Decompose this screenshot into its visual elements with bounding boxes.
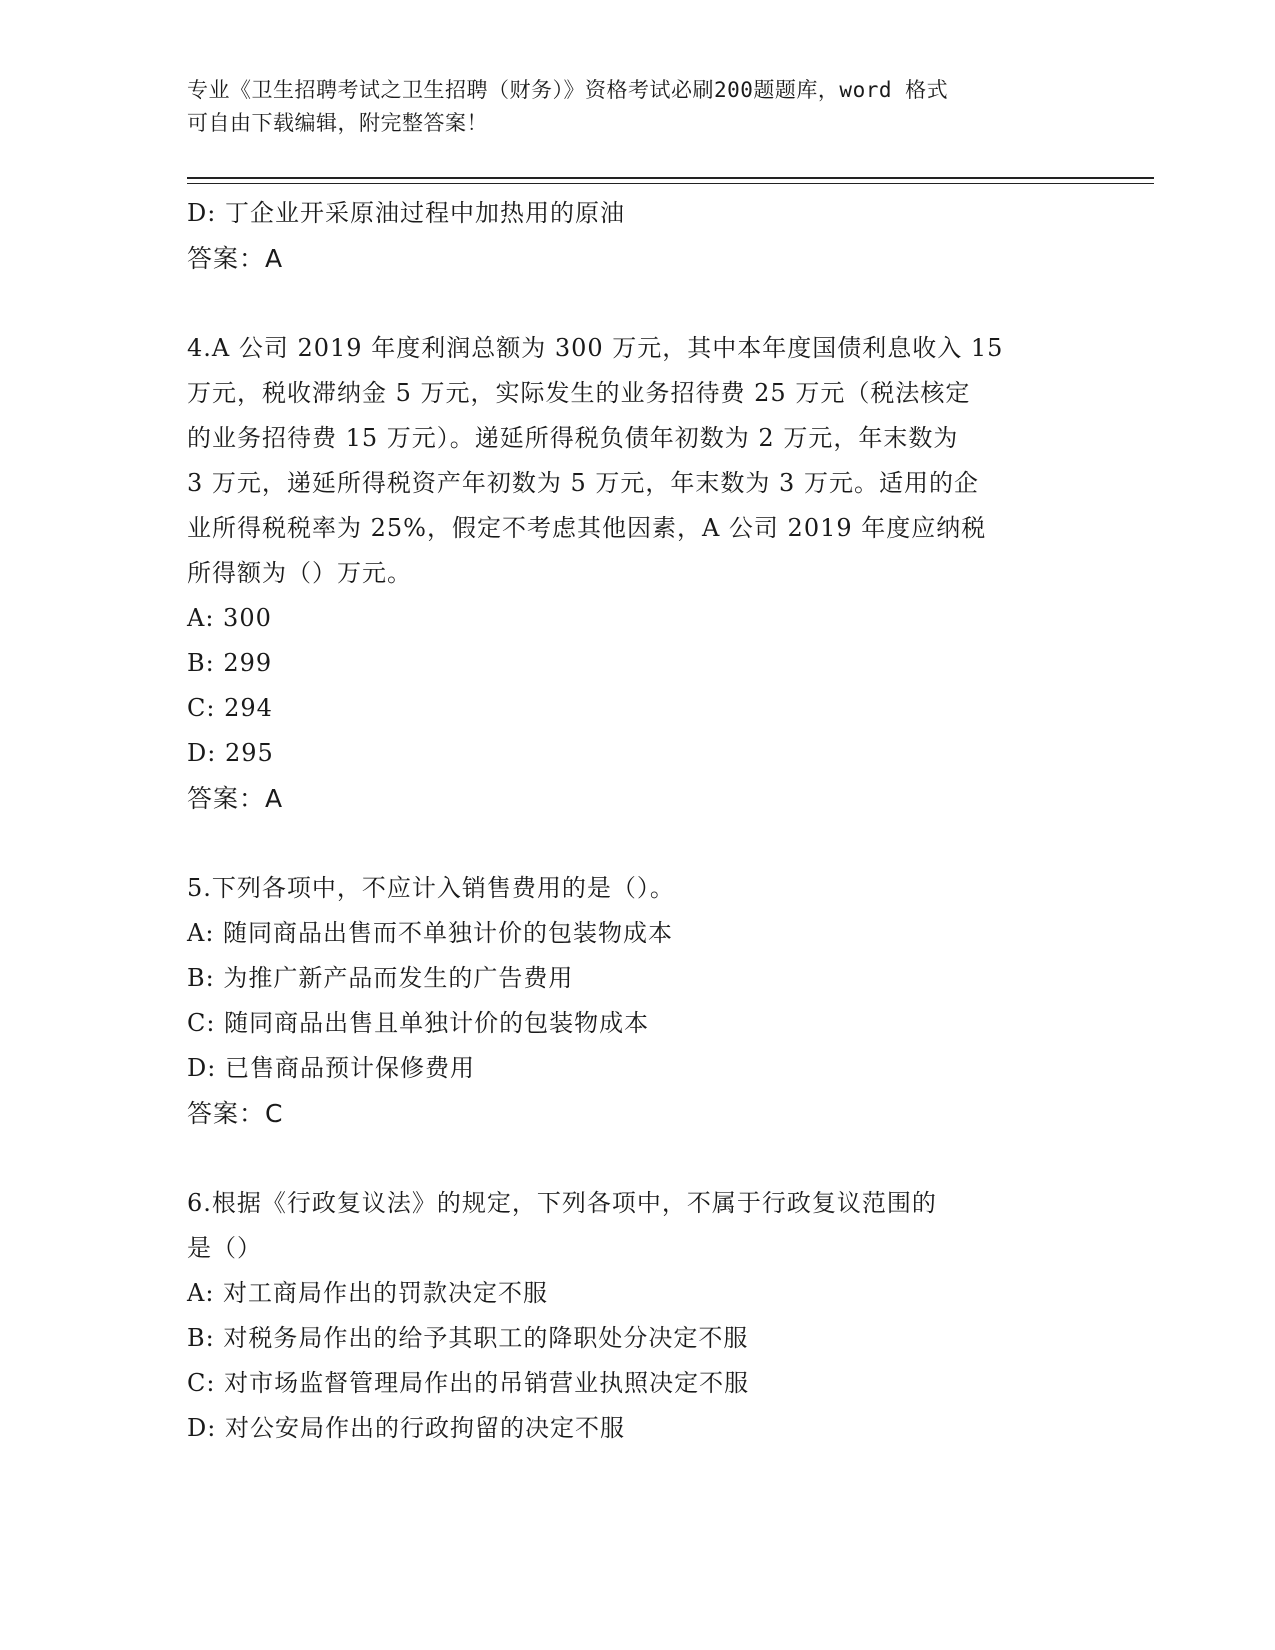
question-stem-line: 4.A 公司 2019 年度利润总额为 300 万元，其中本年度国债利息收入 15 bbox=[187, 334, 1004, 362]
spacer bbox=[187, 1136, 1087, 1181]
question-6 bbox=[187, 1181, 1087, 1451]
option-b: B: 299 bbox=[187, 649, 273, 677]
option-a: A: 300 bbox=[187, 604, 272, 632]
option-c: C: 随同商品出售且单独计价的包装物成本 bbox=[187, 1009, 650, 1037]
spacer bbox=[187, 821, 1087, 866]
option-a: A: 对工商局作出的罚款决定不服 bbox=[187, 1279, 549, 1307]
question-stem-line: 所得额为（）万元。 bbox=[187, 559, 412, 587]
question-stem-line: 5.下列各项中，不应计入销售费用的是（）。 bbox=[187, 874, 675, 902]
option-c: C: 294 bbox=[187, 694, 273, 722]
question-stem-line: 6.根据《行政复议法》的规定，下列各项中，不属于行政复议范围的 bbox=[187, 1189, 937, 1217]
question-list bbox=[187, 191, 1087, 1451]
question-stem-line: 万元，税收滞纳金 5 万元，实际发生的业务招待费 25 万元（税法核定 bbox=[187, 379, 971, 407]
option-d: D: 对公安局作出的行政拘留的决定不服 bbox=[187, 1414, 625, 1442]
option-d: D: 295 bbox=[187, 739, 274, 767]
answer-line: 答案：A bbox=[187, 244, 284, 273]
spacer bbox=[187, 281, 1087, 326]
option-b: B: 对税务局作出的给予其职工的降职处分决定不服 bbox=[187, 1324, 749, 1352]
option-b: B: 为推广新产品而发生的广告费用 bbox=[187, 964, 574, 992]
question-stem-line: 3 万元，递延所得税资产年初数为 5 万元，年末数为 3 万元。适用的企 bbox=[187, 469, 979, 497]
header-divider-thin bbox=[187, 183, 1154, 184]
question-stem-line: 的业务招待费 15 万元）。递延所得税负债年初数为 2 万元，年末数为 bbox=[187, 424, 959, 452]
header-divider-thick bbox=[187, 177, 1154, 179]
question-5 bbox=[187, 866, 1087, 1136]
header-line-1: 专业《卫生招聘考试之卫生招聘（财务）》资格考试必刷200题题库，word 格式 bbox=[187, 78, 949, 102]
question-stem-line: 业所得税税率为 25%，假定不考虑其他因素，A 公司 2019 年度应纳税 bbox=[187, 514, 987, 542]
header-line-2: 可自由下载编辑，附完整答案！ bbox=[187, 111, 488, 135]
option-c: C: 对市场监督管理局作出的吊销营业执照决定不服 bbox=[187, 1369, 750, 1397]
question-stem-line: 是（） bbox=[187, 1234, 262, 1262]
answer-line: 答案：A bbox=[187, 784, 284, 813]
document-header bbox=[187, 74, 1087, 140]
option-d: D: 已售商品预计保修费用 bbox=[187, 1054, 475, 1082]
question-4 bbox=[187, 326, 1087, 821]
question-3-tail bbox=[187, 191, 1087, 281]
answer-line: 答案：C bbox=[187, 1099, 284, 1128]
option-a: A: 随同商品出售而不单独计价的包装物成本 bbox=[187, 919, 674, 947]
option-d: D: 丁企业开采原油过程中加热用的原油 bbox=[187, 199, 625, 227]
